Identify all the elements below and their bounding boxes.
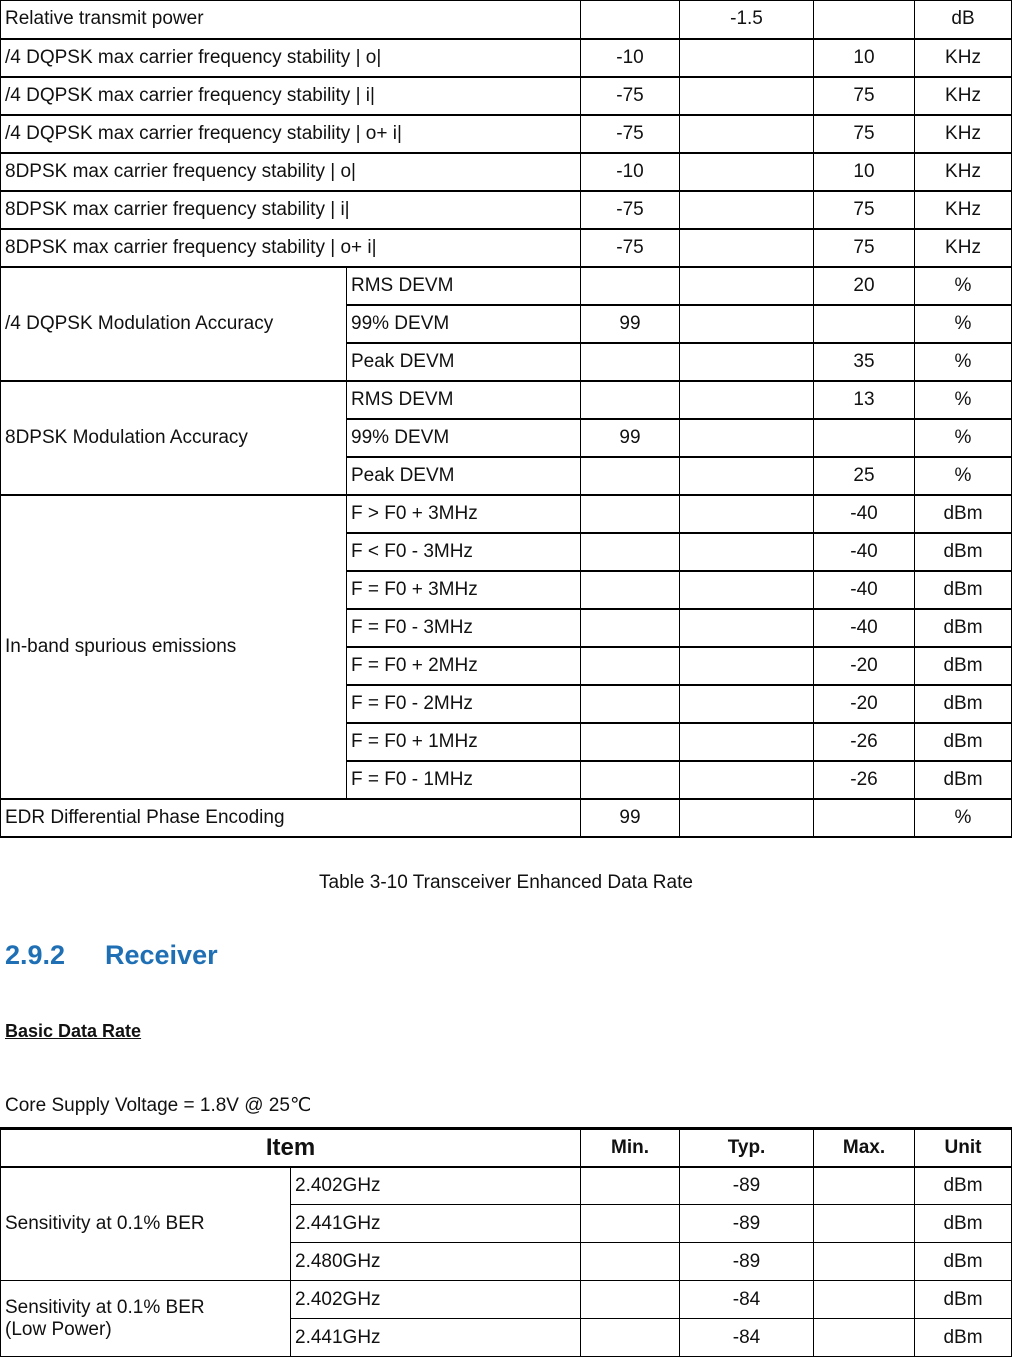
sub-item-cell: F = F0 + 1MHz	[347, 723, 581, 761]
max-cell	[814, 1281, 915, 1319]
sub-item-cell: 2.441GHz	[291, 1319, 581, 1357]
item-cell: /4 DQPSK max carrier frequency stability | o|	[1, 39, 581, 77]
typ-cell	[680, 39, 814, 77]
unit-cell: dBm	[915, 1319, 1012, 1357]
section-title: Receiver	[105, 940, 218, 970]
min-cell	[581, 267, 680, 305]
table-row	[1, 1, 1012, 39]
max-cell: 10	[814, 39, 915, 77]
table-row	[1, 381, 1012, 419]
max-cell: -26	[814, 723, 915, 761]
typ-cell	[680, 533, 814, 571]
min-cell	[581, 381, 680, 419]
min-cell: 99	[581, 419, 680, 457]
typ-cell	[680, 343, 814, 381]
max-cell: 20	[814, 267, 915, 305]
typ-cell: -89	[680, 1243, 814, 1281]
min-cell: 99	[581, 799, 680, 837]
unit-cell: dBm	[915, 609, 1012, 647]
table-row	[1, 115, 1012, 153]
receiver-table-body	[1, 1129, 1012, 1357]
typ-cell	[680, 457, 814, 495]
min-cell	[581, 609, 680, 647]
min-cell	[581, 1205, 680, 1243]
max-cell: -40	[814, 495, 915, 533]
group-label-cell: Sensitivity at 0.1% BER	[1, 1167, 291, 1281]
transceiver-edr-table-body	[1, 1, 1012, 837]
sub-item-cell: F < F0 - 3MHz	[347, 533, 581, 571]
max-cell	[814, 1319, 915, 1357]
unit-cell: %	[915, 419, 1012, 457]
min-cell	[581, 1167, 680, 1205]
max-cell: -40	[814, 533, 915, 571]
typ-cell: -1.5	[680, 1, 814, 39]
max-cell: 25	[814, 457, 915, 495]
min-cell	[581, 533, 680, 571]
group-label-cell: In-band spurious emissions	[1, 495, 347, 799]
max-cell: -40	[814, 609, 915, 647]
header-typ: Typ.	[680, 1129, 814, 1167]
typ-cell	[680, 571, 814, 609]
min-cell	[581, 1243, 680, 1281]
table-row	[1, 229, 1012, 267]
receiver-table	[0, 1127, 1012, 1357]
typ-cell	[680, 305, 814, 343]
typ-cell: -84	[680, 1319, 814, 1357]
sub-item-cell: 2.441GHz	[291, 1205, 581, 1243]
table-row	[1, 191, 1012, 229]
header-min: Min.	[581, 1129, 680, 1167]
typ-cell	[680, 419, 814, 457]
typ-cell	[680, 647, 814, 685]
section-number: 2.9.2	[5, 940, 66, 970]
typ-cell	[680, 77, 814, 115]
max-cell: 75	[814, 229, 915, 267]
table-row	[1, 39, 1012, 77]
unit-cell: %	[915, 799, 1012, 837]
unit-cell: KHz	[915, 39, 1012, 77]
table-row	[1, 77, 1012, 115]
max-cell	[814, 1243, 915, 1281]
item-cell: 8DPSK max carrier frequency stability | o+ i|	[1, 229, 581, 267]
min-cell: -75	[581, 191, 680, 229]
sub-item-cell: Peak DEVM	[347, 343, 581, 381]
sub-item-cell: 99% DEVM	[347, 419, 581, 457]
max-cell	[814, 1205, 915, 1243]
unit-cell: KHz	[915, 229, 1012, 267]
sub-item-cell: 99% DEVM	[347, 305, 581, 343]
unit-cell: dBm	[915, 685, 1012, 723]
table-row	[1, 799, 1012, 837]
unit-cell: dBm	[915, 533, 1012, 571]
typ-cell	[680, 191, 814, 229]
unit-cell: dBm	[915, 647, 1012, 685]
unit-cell: dBm	[915, 571, 1012, 609]
typ-cell	[680, 153, 814, 191]
typ-cell: -84	[680, 1281, 814, 1319]
min-cell	[581, 457, 680, 495]
item-cell: 8DPSK max carrier frequency stability | i|	[1, 191, 581, 229]
unit-cell: dBm	[915, 1243, 1012, 1281]
item-cell: /4 DQPSK max carrier frequency stability | i|	[1, 77, 581, 115]
min-cell: -75	[581, 229, 680, 267]
group-label-line2: (Low Power)	[5, 1318, 112, 1340]
unit-cell: dBm	[915, 1205, 1012, 1243]
typ-cell	[680, 381, 814, 419]
header-unit: Unit	[915, 1129, 1012, 1167]
table-row	[1, 495, 1012, 533]
min-cell: -75	[581, 77, 680, 115]
max-cell: 75	[814, 191, 915, 229]
item-cell: 8DPSK max carrier frequency stability | o|	[1, 153, 581, 191]
min-cell	[581, 495, 680, 533]
max-cell: 10	[814, 153, 915, 191]
unit-cell: %	[915, 381, 1012, 419]
max-cell: -20	[814, 685, 915, 723]
header-max: Max.	[814, 1129, 915, 1167]
max-cell	[814, 419, 915, 457]
table-row	[1, 1167, 1012, 1205]
max-cell: 35	[814, 343, 915, 381]
group-label-cell	[1, 1281, 291, 1357]
typ-cell	[680, 723, 814, 761]
unit-cell: dBm	[915, 1281, 1012, 1319]
max-cell: -40	[814, 571, 915, 609]
max-cell	[814, 1, 915, 39]
sub-item-cell: F > F0 + 3MHz	[347, 495, 581, 533]
max-cell: -26	[814, 761, 915, 799]
sub-item-cell: F = F0 - 3MHz	[347, 609, 581, 647]
typ-cell	[680, 609, 814, 647]
typ-cell: -89	[680, 1167, 814, 1205]
table-row	[1, 153, 1012, 191]
min-cell	[581, 1319, 680, 1357]
typ-cell: -89	[680, 1205, 814, 1243]
sub-item-cell: RMS DEVM	[347, 267, 581, 305]
group-label-cell: /4 DQPSK Modulation Accuracy	[1, 267, 347, 381]
max-cell	[814, 1167, 915, 1205]
min-cell: -10	[581, 39, 680, 77]
sub-item-cell: 2.402GHz	[291, 1167, 581, 1205]
max-cell: 75	[814, 77, 915, 115]
typ-cell	[680, 267, 814, 305]
sub-item-cell: RMS DEVM	[347, 381, 581, 419]
sub-item-cell: F = F0 - 1MHz	[347, 761, 581, 799]
min-cell: -75	[581, 115, 680, 153]
sub-item-cell: 2.480GHz	[291, 1243, 581, 1281]
typ-cell	[680, 799, 814, 837]
typ-cell	[680, 495, 814, 533]
table-row	[1, 267, 1012, 305]
min-cell	[581, 761, 680, 799]
header-item: Item	[1, 1129, 581, 1167]
unit-cell: dBm	[915, 761, 1012, 799]
min-cell	[581, 1281, 680, 1319]
min-cell	[581, 1, 680, 39]
unit-cell: %	[915, 305, 1012, 343]
item-cell: EDR Differential Phase Encoding	[1, 799, 581, 837]
min-cell	[581, 723, 680, 761]
typ-cell	[680, 115, 814, 153]
receiver-header-row	[1, 1129, 1012, 1167]
unit-cell: KHz	[915, 77, 1012, 115]
supply-condition: Core Supply Voltage = 1.8V @ 25℃	[5, 1095, 312, 1116]
typ-cell	[680, 685, 814, 723]
typ-cell	[680, 761, 814, 799]
sub-item-cell: F = F0 + 2MHz	[347, 647, 581, 685]
unit-cell: KHz	[915, 191, 1012, 229]
min-cell	[581, 343, 680, 381]
group-label-line1: Sensitivity at 0.1% BER	[5, 1296, 205, 1318]
unit-cell: %	[915, 267, 1012, 305]
unit-cell: dBm	[915, 495, 1012, 533]
max-cell	[814, 305, 915, 343]
min-cell	[581, 685, 680, 723]
sub-item-cell: 2.402GHz	[291, 1281, 581, 1319]
max-cell: 75	[814, 115, 915, 153]
unit-cell: dBm	[915, 1167, 1012, 1205]
group-label-cell: 8DPSK Modulation Accuracy	[1, 381, 347, 495]
min-cell	[581, 571, 680, 609]
unit-cell: %	[915, 343, 1012, 381]
max-cell: 13	[814, 381, 915, 419]
subheading-basic-data-rate: Basic Data Rate	[5, 1021, 142, 1041]
typ-cell	[680, 229, 814, 267]
sub-item-cell: Peak DEVM	[347, 457, 581, 495]
max-cell	[814, 799, 915, 837]
item-cell: Relative transmit power	[1, 1, 581, 39]
unit-cell: dB	[915, 1, 1012, 39]
item-cell: /4 DQPSK max carrier frequency stability | o+ i|	[1, 115, 581, 153]
unit-cell: KHz	[915, 153, 1012, 191]
min-cell: 99	[581, 305, 680, 343]
unit-cell: KHz	[915, 115, 1012, 153]
min-cell: -10	[581, 153, 680, 191]
section-heading	[5, 940, 218, 971]
sub-item-cell: F = F0 - 2MHz	[347, 685, 581, 723]
unit-cell: %	[915, 457, 1012, 495]
max-cell: -20	[814, 647, 915, 685]
unit-cell: dBm	[915, 723, 1012, 761]
sub-item-cell: F = F0 + 3MHz	[347, 571, 581, 609]
table-caption: Table 3-10 Transceiver Enhanced Data Rate	[319, 872, 693, 893]
table-row	[1, 1281, 1012, 1319]
min-cell	[581, 647, 680, 685]
